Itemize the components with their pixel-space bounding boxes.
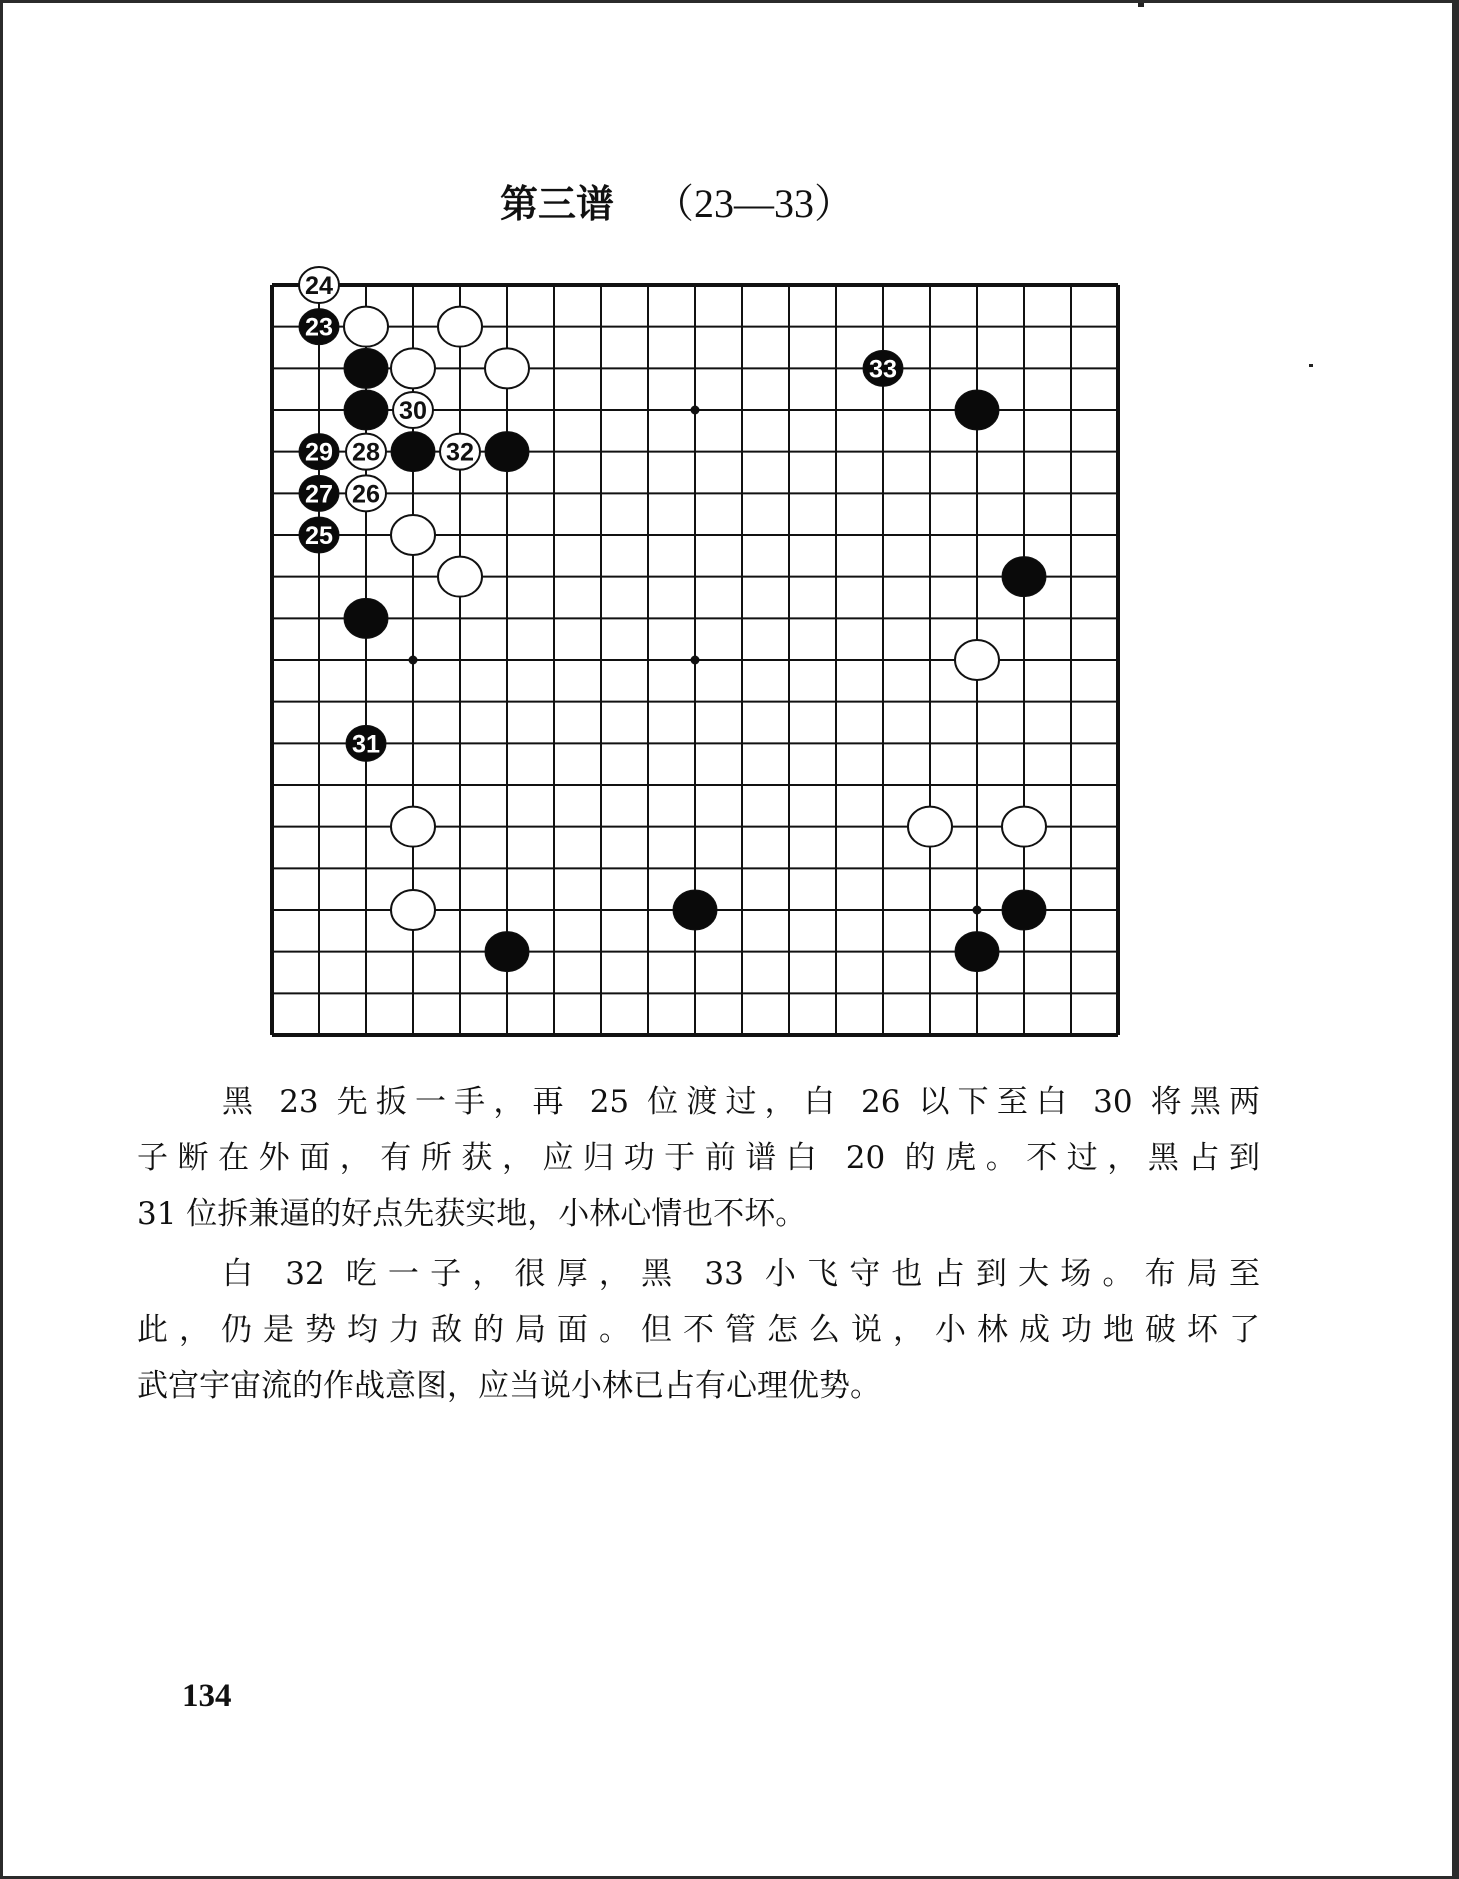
black-stone — [344, 348, 388, 388]
white-stone — [391, 515, 435, 555]
white-stone — [391, 348, 435, 388]
white-stone — [438, 557, 482, 597]
move-number-label: 33 — [869, 355, 897, 384]
white-stone — [391, 807, 435, 847]
black-stone — [955, 932, 999, 972]
white-stone — [1002, 807, 1046, 847]
text-line: 白 32 吃一子，很厚，黑 33 小飞守也占到大场。布局至 — [222, 1256, 1260, 1292]
move-number-label: 27 — [305, 480, 333, 509]
star-point — [409, 656, 418, 665]
black-stone — [344, 390, 388, 430]
text-line: 子断在外面，有所获，应归功于前谱白 20 的虎。不过，黑占到 — [137, 1140, 1260, 1176]
move-number-label: 24 — [305, 272, 334, 300]
page-number: 134 — [182, 1678, 232, 1714]
black-stone — [485, 432, 529, 472]
text-line: 黑 23 先扳一手，再 25 位渡过，白 26 以下至白 30 将黑两 — [222, 1084, 1260, 1120]
star-point — [691, 406, 700, 415]
scan-speck — [1309, 364, 1313, 367]
star-point — [973, 906, 982, 915]
white-stone — [344, 307, 388, 347]
black-stone — [485, 932, 529, 972]
white-stone — [391, 890, 435, 930]
text-line: 31 位拆兼逼的好点先获实地，小林心情也不坏。 — [137, 1196, 807, 1232]
move-number-label: 29 — [305, 438, 333, 467]
move-number-label: 26 — [352, 480, 380, 509]
diagram-title-text: 第三谱 — [500, 182, 615, 226]
white-stone — [438, 307, 482, 347]
move-number-label: 25 — [305, 522, 334, 550]
text-line: 此，仍是势均力敌的局面。但不管怎么说，小林成功地破坏了 — [137, 1312, 1260, 1348]
commentary-paragraph-1 — [137, 1082, 1260, 1250]
white-stone — [908, 807, 952, 847]
move-range: （23—33） — [654, 181, 855, 226]
move-number-label: 23 — [305, 313, 333, 342]
black-stone — [1002, 557, 1046, 597]
star-point — [691, 656, 700, 665]
black-stone — [673, 890, 717, 930]
move-number-label: 28 — [352, 438, 381, 467]
scan-speck — [1138, 3, 1144, 7]
move-number-label: 31 — [352, 730, 381, 759]
text-line: 武宫宇宙流的作战意图，应当说小林已占有心理优势。 — [137, 1368, 881, 1404]
move-number-label: 32 — [446, 438, 474, 467]
black-stone — [391, 432, 435, 472]
white-stone — [485, 348, 529, 388]
commentary-paragraph-2 — [137, 1254, 1260, 1422]
black-stone — [344, 598, 388, 638]
black-stone — [1002, 890, 1046, 930]
white-stone — [955, 640, 999, 680]
black-stone — [955, 390, 999, 430]
move-number-label: 30 — [399, 397, 427, 425]
